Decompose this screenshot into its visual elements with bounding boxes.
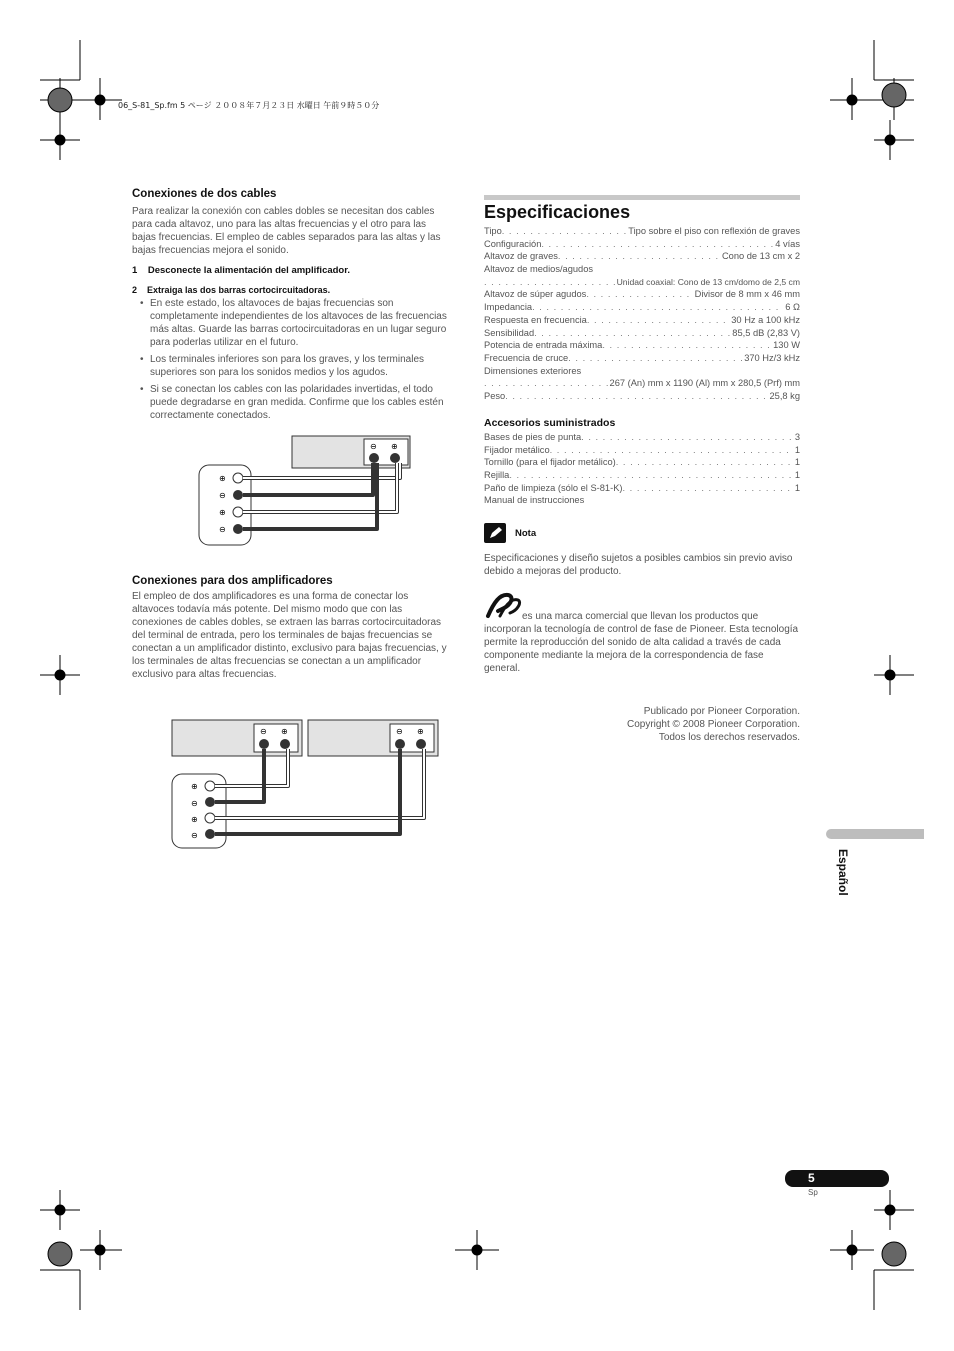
spec-row: Configuración . . . 4 vías xyxy=(484,238,800,251)
bullet-item: • Los terminales inferiores son para los graves, y los terminales superiores son para los sonidos medios y los agudos. xyxy=(132,353,448,379)
spec-row: Dimensiones exteriores xyxy=(484,365,582,376)
dual-cables-paragraph: Para realizar la conexión con cables dobles se necesitan dos cables para cada altavoz, uno para las altas frecuencias y el otro para las bajas frecuencias. El empleo de cables separados para las altas y las bajas frecuencias mejora el sonido. xyxy=(132,206,441,256)
accessory-row: Paño de limpieza (sólo el S-81-K) . . . 1 xyxy=(484,482,800,495)
accessories-heading: Accesorios suministrados xyxy=(484,417,616,429)
page-number-box xyxy=(785,1170,889,1187)
spk2-plus-1: ⊕ xyxy=(191,782,198,791)
spec-row: Impedancia . . . 6 Ω xyxy=(484,301,800,314)
accessory-row: Manual de instrucciones xyxy=(484,495,585,506)
spec-row: Altavoz de graves . . . Cono de 13 cm x 2 xyxy=(484,250,800,263)
spec-row: Peso . . . 25,8 kg xyxy=(484,390,800,403)
spec-row: Tipo . . . Tipo sobre el piso con reflexión de graves xyxy=(484,225,800,238)
note-icon xyxy=(484,523,506,543)
page-number: 5 xyxy=(808,1171,815,1185)
accessory-row: Rejilla . . . 1 xyxy=(484,469,800,482)
spec-row: . . . 267 (An) mm x 1190 (Al) mm x 280,5 (Prf) mm xyxy=(484,377,800,390)
amp-minus-label: ⊖ xyxy=(370,442,377,451)
note-label: Nota xyxy=(515,528,537,539)
spec-row: . . . Unidad coaxial: Cono de 13 cm/domo de 2,5 cm xyxy=(484,276,800,289)
bullet-item: • Si se conectan los cables con las polaridades invertidas, el todo puede degradarse en gran medida. Confirme que los cables estén correctamente conectados. xyxy=(132,383,448,422)
note-text: Especificaciones y diseño sujetos a posibles cambios sin previo aviso debido a mejoras del producto. xyxy=(484,553,793,577)
specs-table xyxy=(484,225,800,403)
bi-wiring-diagram xyxy=(195,435,415,550)
spec-row: Respuesta en frecuencia . . . 30 Hz a 100 kHz xyxy=(484,314,800,327)
spk-plus-2: ⊕ xyxy=(219,508,226,517)
spec-row: Frecuencia de cruce . . . 370 Hz/3 kHz xyxy=(484,352,800,365)
spk2-minus-1: ⊖ xyxy=(191,799,198,808)
dual-amps-heading: Conexiones para dos amplificadores xyxy=(132,575,333,587)
dual-amps-paragraph: El empleo de dos amplificadores es una forma de conectar los altavoces todavía más potente. Del mismo modo que con las conexiones de cables dobles, se extraen las barras cortocircuitadoras del terminal de entrada, pero los terminales de bajas frecuencias se conectan a un amplificador distinto, exclusivo para bajas frecuencias, y los terminales de altas frecuencias se conectan a un amplificador exclusivo para altas frecuencias. xyxy=(132,591,447,680)
step-2: 2 Extraiga las dos barras cortocircuitadoras. xyxy=(132,285,331,295)
specs-title: Especificaciones xyxy=(484,202,631,222)
language-tab-label: Español xyxy=(836,849,850,896)
publisher-block xyxy=(560,705,800,744)
accessory-row: Bases de pies de punta . . . 3 xyxy=(484,431,800,444)
language-code: Sp xyxy=(808,1188,818,1197)
publisher-line: Publicado por Pioneer Corporation. xyxy=(643,706,800,717)
step-1: 1 Desconecte la alimentación del amplificador. xyxy=(132,265,351,276)
publisher-line: Todos los derechos reservados. xyxy=(658,732,800,743)
accessory-row: Fijador metálico . . . 1 xyxy=(484,444,800,457)
file-header: 06_S-81_Sp.fm 5 ページ ２００８年７月２３日 水曜日 午前９時５０分 xyxy=(118,101,380,110)
dual-cables-heading: Conexiones de dos cables xyxy=(132,188,277,200)
publisher-line: Copyright © 2008 Pioneer Corporation. xyxy=(626,719,800,730)
accessories-table xyxy=(484,431,800,507)
amp1-plus: ⊕ xyxy=(281,727,288,736)
spk-minus-2: ⊖ xyxy=(219,525,226,534)
spk-minus-1: ⊖ xyxy=(219,491,226,500)
spk-plus-1: ⊕ xyxy=(219,474,226,483)
spec-row: Sensibilidad . . . 85,5 dB (2,83 V) xyxy=(484,327,800,340)
amp-plus-label: ⊕ xyxy=(391,442,398,451)
section-rule xyxy=(484,195,800,200)
spk2-plus-2: ⊕ xyxy=(191,815,198,824)
spk2-minus-2: ⊖ xyxy=(191,831,198,840)
amp2-plus: ⊕ xyxy=(417,727,424,736)
amp2-minus: ⊖ xyxy=(396,727,403,736)
bi-amp-diagram xyxy=(168,718,440,850)
spec-row: Altavoz de medios/agudos xyxy=(484,264,594,275)
spec-row: Potencia de entrada máxima . . . 130 W xyxy=(484,339,800,352)
language-tab xyxy=(826,829,924,839)
amp1-minus: ⊖ xyxy=(260,727,267,736)
bullet-item: • En este estado, los altavoces de bajas frecuencias son completamente independientes de los altavoces de las frecuencias más altas. Guarde las barras cortocircuitadoras en un lugar seguro para poderlas utilizar en el futuro. xyxy=(132,297,448,349)
dual-cables-bullets xyxy=(132,297,448,426)
spec-row: Altavoz de súper agudos . . . Divisor de 8 mm x 46 mm xyxy=(484,288,800,301)
trademark-text: es una marca comercial que llevan los productos que incorporan la tecnología de control de fase de Pioneer. Esta tecnología permite la reproducción del sonido de alta calidad a través de cada componente mediante la mejora de la correspondencia de fase general. xyxy=(484,611,799,674)
accessory-row: Tornillo (para el fijador metálico) . . . 1 xyxy=(484,456,800,469)
